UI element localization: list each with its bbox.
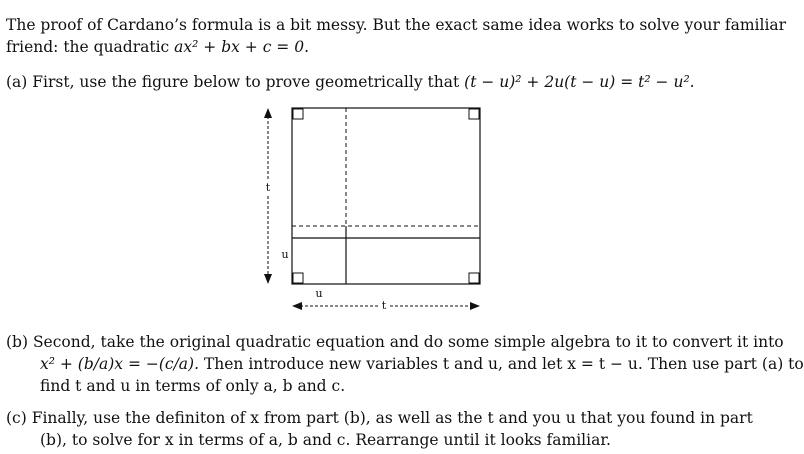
part-b-equation: x² + (b/a)x = −(c/a). <box>40 355 200 373</box>
part-c-line-1: (c) Finally, use the definiton of x from part (b), as well as the t and you u that you found in part <box>6 409 753 427</box>
label-t-horizontal: t <box>381 299 387 312</box>
geometric-figure <box>250 100 490 310</box>
vertical-arrow-up-head <box>264 108 272 118</box>
quadratic-equation: ax² + bx + c = 0. <box>174 38 310 56</box>
part-a-prompt: (a) First, use the figure below to prove geometrically that <box>6 73 465 91</box>
horizontal-arrow-left-head <box>292 302 302 310</box>
label-u-horizontal: u <box>315 287 323 300</box>
label-t-vertical: t <box>265 181 271 194</box>
vertical-arrow-down-head <box>264 274 272 284</box>
part-a-equation: (t − u)² + 2u(t − u) = t² − u². <box>464 73 695 91</box>
outer-square <box>292 108 480 284</box>
intro-line-2 <box>6 37 309 57</box>
part-b-line-2 <box>40 354 804 374</box>
part-b-line-1: (b) Second, take the original quadratic equation and do some simple algebra to it to convert it into <box>6 333 784 351</box>
part-c-line-2: (b), to solve for x in terms of a, b and c. Rearrange until it looks familiar. <box>40 431 611 449</box>
intro-line-1: The proof of Cardano’s formula is a bit messy. But the exact same idea works to solve your familiar <box>6 16 787 34</box>
corner-square-bl <box>293 273 303 283</box>
label-u-vertical: u <box>281 248 289 261</box>
part-a-text <box>6 72 695 92</box>
horizontal-arrow-right-head <box>470 302 480 310</box>
corner-square-tl <box>293 109 303 119</box>
part-b-line-2-text: Then introduce new variables t and u, and let x = t − u. Then use part (a) to <box>199 355 804 373</box>
corner-square-br <box>469 273 479 283</box>
corner-square-tr <box>469 109 479 119</box>
part-b-line-3: find t and u in terms of only a, b and c. <box>40 377 346 395</box>
intro-line-2-text: friend: the quadratic <box>6 38 175 56</box>
